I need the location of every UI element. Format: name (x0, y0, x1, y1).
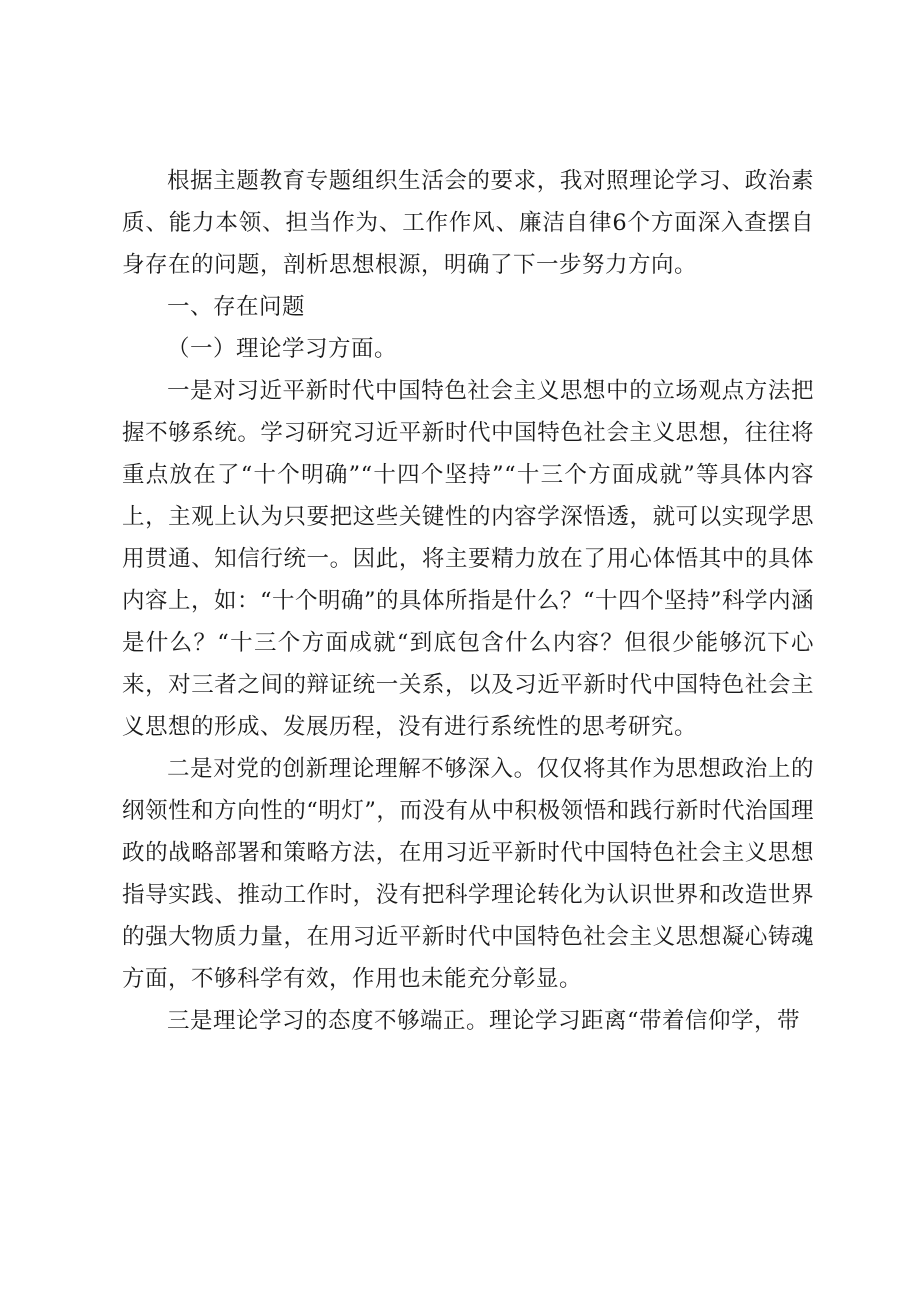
subsection-title: （一）理论学习方面。 (167, 336, 398, 362)
paragraph-1: 一是对习近平新时代中国特色社会主义思想中的立场观点方法把握不够系统。学习研究习近平新时代中国特色社会主义思想，往往将重点放在了“十个明确”“十四个坚持”“十三个方面成就”等具体内容上，主观上认为只要把这些关键性的内容学深悟透，就可以实现学思用贯通、知信行统一。因此，将主要精力放在了用心体悟其中的具体内容上，如：“十个明确”的具体所指是什么？“十四个坚持”科学内涵是什么？“十三个方面成就“到底包含什么内容？但很少能够沉下心来，对三者之间的辩证统一关系，以及习近平新时代中国特色社会主义思想的形成、发展历程，没有进行系统性的思考研究。 (122, 378, 815, 740)
intro-paragraph: 根据主题教育专题组织生活会的要求，我对照理论学习、政治素质、能力本领、担当作为、工作作风、廉洁自律6个方面深入查摆自身存在的问题，剖析思想根源，明确了下一步努力方向。 (122, 168, 814, 278)
document-body (122, 160, 814, 1042)
paragraph-3: 三是理论学习的态度不够端正。理论学习距离“带着信仰学，带 (167, 1008, 801, 1034)
paragraph-2: 二是对党的创新理论理解不够深入。仅仅将其作为思想政治上的纲领性和方向性的“明灯”，而没有从中积极领悟和践行新时代治国理政的战略部署和策略方法，在用习近平新时代中国特色社会主义思想指导实践、推动工作时，没有把科学理论转化为认识世界和改造世界的强大物质力量，在用习近平新时代中国特色社会主义思想凝心铸魂方面，不够科学有效，作用也未能充分彰显。 (122, 756, 814, 992)
section-title: 一、存在问题 (167, 294, 306, 320)
